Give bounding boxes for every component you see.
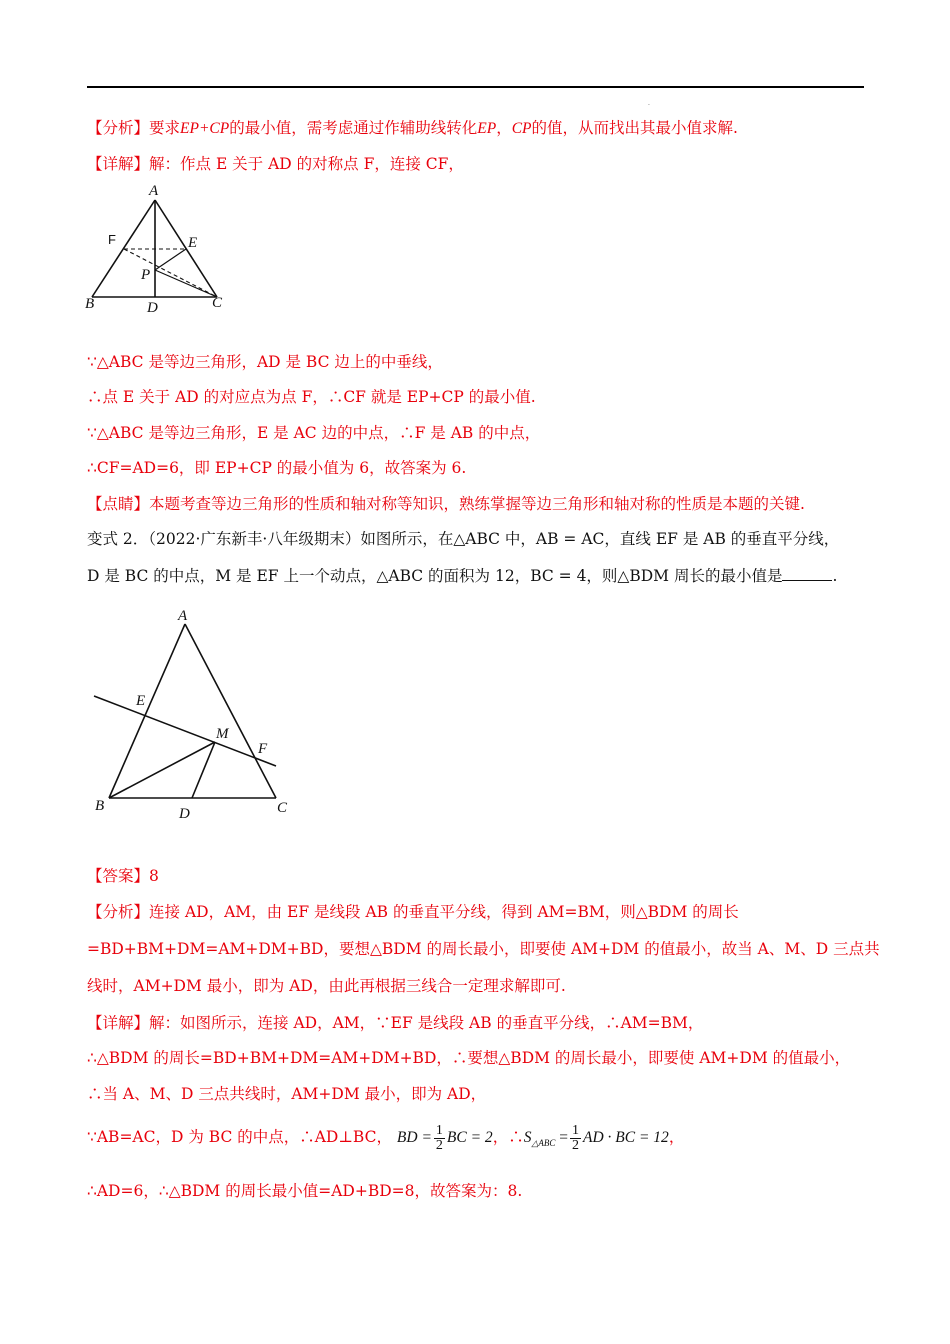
comment-1: 【点睛】本题考查等边三角形的性质和轴对称等知识，熟练掌握等边三角形和轴对称的性质是本题的关键. xyxy=(87,495,805,513)
line-ef xyxy=(94,696,276,766)
detail-2-line-3: ∴当 A、M、D 三点共线时，AM+DM 最小，即为 AD， xyxy=(87,1085,487,1103)
label-d: D xyxy=(179,806,190,822)
label-a: A xyxy=(149,183,159,199)
detail-2-line-2: ∴△BDM 的周长=BD+BM+DM=AM+DM+BD，∴要想△BDM 的周长最小，即要使 AM+DM 的值最小， xyxy=(87,1049,851,1067)
detail-tag: 【详解】 xyxy=(87,1014,150,1032)
side-ac xyxy=(185,624,276,798)
segment-dm xyxy=(192,742,215,798)
analysis-2-line-2: =BD+BM+DM=AM+DM+BD，要想△BDM 的周长最小，即要使 AM+DM 的值最小，故当 A、M、D 三点共 xyxy=(87,940,880,958)
side-ab xyxy=(109,624,185,798)
step-1: ∵△ABC 是等边三角形，AD 是 BC 边上的中垂线， xyxy=(87,353,443,371)
detail-1: 【详解】解：作点 E 关于 AD 的对称点 F，连接 CF， xyxy=(87,155,464,173)
analysis-2-line-1: 【分析】连接 AD，AM，由 EF 是线段 AB 的垂直平分线，得到 AM=BM，则△BDM 的周长 xyxy=(87,903,739,921)
label-d: D xyxy=(147,300,158,316)
label-b: B xyxy=(95,798,105,814)
segment-pe xyxy=(155,249,186,270)
analysis-2-line-3: 线时，AM+DM 最小，即为 AD，由此再根据三线合一定理求解即可. xyxy=(87,977,566,995)
label-m: M xyxy=(216,726,229,742)
figure-1 xyxy=(82,180,242,320)
analysis-tag: 【分析】 xyxy=(87,903,150,921)
detail-2-line-5: ∴AD=6，∴△BDM 的周长最小值=AD+BD=8，故答案为：8. xyxy=(87,1182,523,1200)
step-3: ∵△ABC 是等边三角形，E 是 AC 边的中点，∴F 是 AB 的中点， xyxy=(87,424,541,442)
step-4: ∴CF=AD=6，即 EP+CP 的最小值为 6，故答案为 6. xyxy=(87,459,467,477)
analysis-tag: 【分析】 xyxy=(87,119,150,137)
step-2: ∴点 E 关于 AD 的对应点为点 F，∴CF 就是 EP+CP 的最小值. xyxy=(87,388,536,406)
answer-blank xyxy=(782,566,832,581)
segment-bm xyxy=(109,742,215,798)
label-e: E xyxy=(188,235,198,251)
label-c: C xyxy=(212,295,223,311)
detail-2-line-4: ∵AB=AC，D 为 BC 的中点，∴AD⊥BC， BD = $\frac{1}{2}$ BC = 2，$\therefore S_{\triangle ABC}$ = $\frac{1}{2}$ AD · BC = 12， xyxy=(87,1122,685,1153)
label-e: E xyxy=(136,693,146,709)
comment-tag: 【点睛】 xyxy=(87,495,150,513)
fraction-half: $\frac{1}{2}$ xyxy=(572,1122,579,1153)
label-b: B xyxy=(85,296,95,312)
label-c: C xyxy=(277,800,288,816)
label-f: F xyxy=(108,232,116,247)
side-ac xyxy=(155,200,217,297)
segment-fc xyxy=(124,249,217,297)
figure-2 xyxy=(88,600,298,825)
question-line-1: 变式 2．（2022·广东新丰·八年级期末）如图所示，在△ABC 中，AB = AC，直线 EF 是 AB 的垂直平分线， xyxy=(87,530,840,548)
page-dot: . xyxy=(648,100,650,107)
fraction-half: $\frac{1}{2}$ xyxy=(435,1122,443,1153)
analysis-1: 【分析】要求EP+CP的最小值，需考虑通过作辅助线转化EP，CP的值，从而找出其最小值求解. xyxy=(87,119,738,137)
label-a: A xyxy=(178,608,188,624)
label-f: F xyxy=(258,741,268,757)
detail-tag: 【详解】 xyxy=(87,155,150,173)
header-rule xyxy=(87,86,864,88)
detail-2-line-1: 【详解】解：如图所示，连接 AD，AM，∵EF 是线段 AB 的垂直平分线，∴AM=BM， xyxy=(87,1014,704,1032)
answer-line xyxy=(87,866,877,886)
label-p: P xyxy=(141,267,151,283)
question-line-2: D 是 BC 的中点，M 是 EF 上一个动点，△ABC 的面积为 12，BC = 4，则△BDM 周长的最小值是 . xyxy=(87,567,838,585)
answer-tag: 【答案】 xyxy=(87,867,150,885)
answer-value: 8 xyxy=(149,867,159,885)
